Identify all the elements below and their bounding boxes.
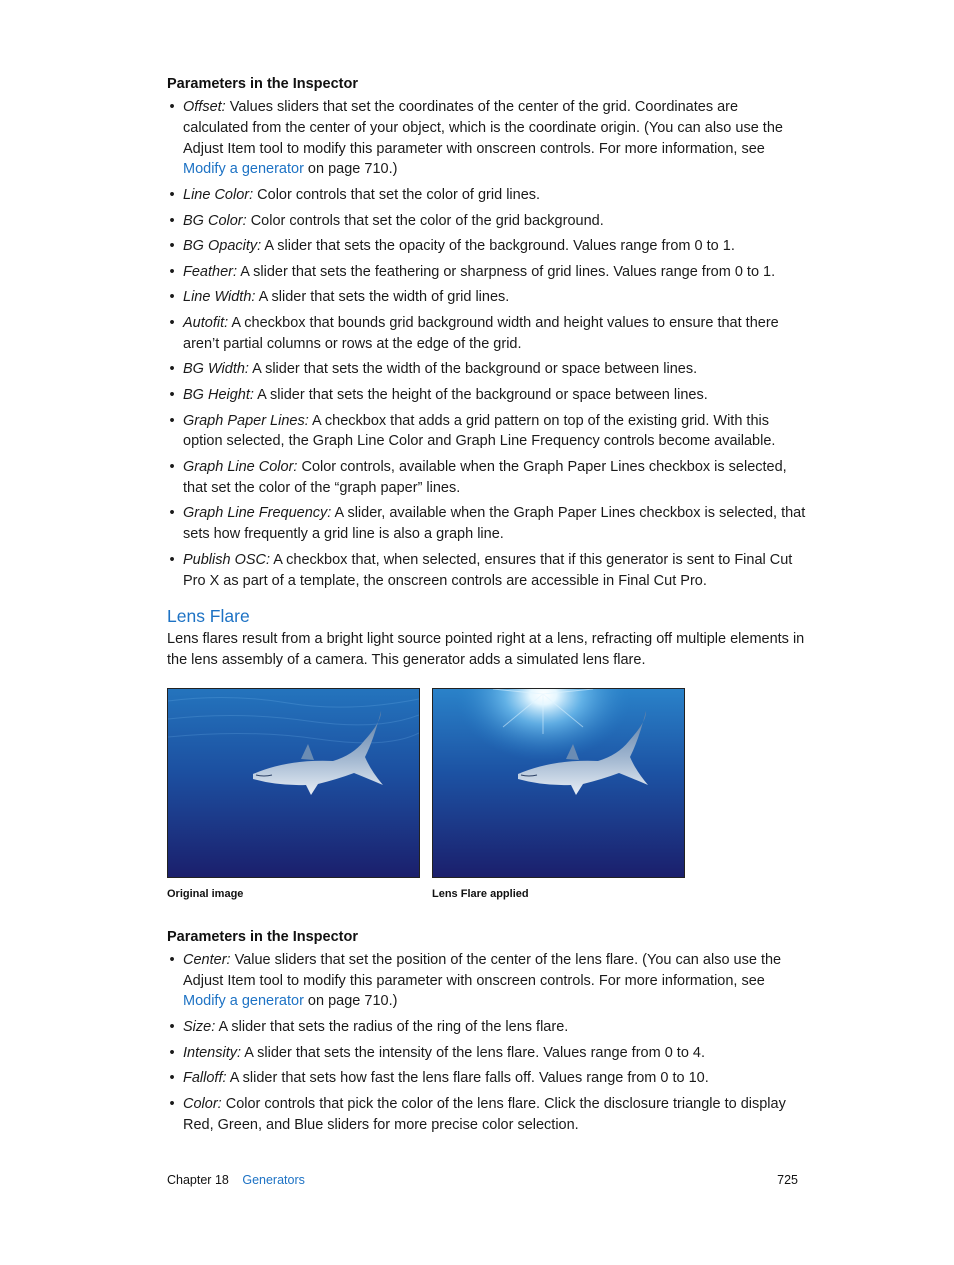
param-item (167, 185, 807, 206)
param-item (167, 950, 807, 1012)
bullet-icon: • (169, 505, 175, 522)
footer-section-link[interactable]: Generators (242, 1173, 305, 1187)
bullet-icon: • (169, 238, 175, 255)
param-item (167, 1094, 807, 1136)
param-term: BG Color: (183, 212, 247, 229)
page-footer (167, 1173, 798, 1187)
param-item (167, 457, 807, 499)
bullet-icon: • (169, 1095, 175, 1112)
lens-params-heading: Parameters in the Inspector (167, 928, 358, 945)
param-item (167, 1017, 807, 1038)
param-term: Falloff: (183, 1070, 227, 1087)
param-description: on page 710.) (303, 161, 398, 178)
bullet-icon: • (169, 212, 175, 229)
bullet-icon: • (169, 412, 175, 429)
param-term: Line Width: (183, 289, 256, 306)
bullet-icon: • (169, 1019, 175, 1036)
param-term: Autofit: (183, 314, 229, 331)
grid-params-list (167, 97, 807, 591)
param-description: A checkbox that, when selected, ensures that if this generator is sent to Final Cut Pro X as part of a template, the onscreen controls are accessible in Final Cut Pro. (183, 551, 793, 589)
param-description: A checkbox that adds a grid pattern on top of the existing grid. With this option selected, the Graph Line Color and Graph Line Frequency controls become available. (183, 412, 776, 450)
lens-flare-title: Lens Flare (167, 606, 250, 627)
param-description: Color controls that pick the color of the lens flare. Click the disclosure triangle to display Red, Green, and Blue sliders for more precise color selection. (183, 1095, 786, 1133)
bullet-icon: • (169, 551, 175, 568)
param-term: Graph Line Color: (183, 458, 298, 475)
param-term: BG Opacity: (183, 238, 262, 255)
footer-chapter: Chapter 18 (167, 1173, 229, 1187)
param-description: A slider that sets the width of the background or space between lines. (248, 361, 698, 378)
param-term: BG Width: (183, 361, 249, 378)
figure-original (167, 688, 420, 900)
param-item (167, 287, 807, 308)
param-item (167, 385, 807, 406)
param-description: A slider that sets the height of the background or space between lines. (253, 386, 708, 403)
lens-flare-intro: Lens flares result from a bright light source pointed right at a lens, refracting off multiple elements in the lens assembly of a camera. This generator adds a simulated lens flare. (167, 631, 805, 669)
param-description: A slider that sets the intensity of the lens flare. Values range from 0 to 4. (241, 1044, 706, 1061)
bullet-icon: • (169, 1044, 175, 1061)
param-description: A slider that sets how fast the lens flare falls off. Values range from 0 to 10. (226, 1070, 709, 1087)
param-item (167, 262, 807, 283)
bullet-icon: • (169, 263, 175, 280)
figure-row (167, 688, 807, 910)
bullet-icon: • (169, 1070, 175, 1087)
bullet-icon: • (169, 386, 175, 403)
param-term: Feather: (183, 263, 237, 280)
param-item (167, 411, 807, 453)
param-item (167, 236, 807, 257)
bullet-icon: • (169, 951, 175, 968)
param-term: Intensity: (183, 1044, 242, 1061)
param-term: BG Height: (183, 386, 254, 403)
bullet-icon: • (169, 361, 175, 378)
bullet-icon: • (169, 99, 175, 115)
param-description: A slider that sets the radius of the ring of the lens flare. (215, 1019, 569, 1036)
param-term: Size: (183, 1019, 216, 1036)
modify-generator-link[interactable]: Modify a generator (183, 161, 304, 178)
modify-generator-link[interactable]: Modify a generator (183, 993, 304, 1010)
param-description: A checkbox that bounds grid background width and height values to ensure that there aren’t partial columns or rows at the edge of the grid. (183, 314, 779, 352)
lens-flare-image (432, 688, 685, 878)
param-description: A slider, available when the Graph Paper Lines checkbox is selected, that sets how frequently a grid line is also a graph line. (183, 505, 806, 543)
param-description: Values sliders that set the coordinates of the center of the grid. Coordinates are calculated from the center of your object, which is the coordinate origin. (You can also use the Adjust Item tool to modify this parameter with onscreen controls. For more information, see (183, 99, 783, 157)
figure-applied (432, 688, 685, 900)
bullet-icon: • (169, 458, 175, 475)
param-term: Line Color: (183, 186, 254, 203)
param-item (167, 313, 807, 355)
original-image (167, 688, 420, 878)
param-term: Graph Line Frequency: (183, 505, 332, 522)
lens-params-list (167, 950, 807, 1136)
param-item (167, 211, 807, 232)
param-item (167, 1068, 807, 1089)
param-description: A slider that sets the feathering or sharpness of grid lines. Values range from 0 to 1. (237, 263, 776, 280)
param-description: Color controls, available when the Graph Paper Lines checkbox is selected, that set the color of the “graph paper” lines. (183, 458, 787, 496)
param-item (167, 1043, 807, 1064)
caption-applied: Lens Flare applied (432, 887, 529, 900)
param-item (167, 359, 807, 380)
caption-original: Original image (167, 887, 244, 900)
param-term: Graph Paper Lines: (183, 412, 309, 429)
param-description: A slider that sets the width of grid lines. (255, 289, 510, 306)
param-item (167, 550, 807, 592)
param-description: on page 710.) (303, 993, 398, 1010)
bullet-icon: • (169, 314, 175, 331)
grid-params-heading: Parameters in the Inspector (167, 76, 358, 92)
page-content (167, 74, 807, 1140)
param-term: Offset: (183, 99, 226, 115)
param-term: Center: (183, 951, 231, 968)
bullet-icon: • (169, 289, 175, 306)
param-description: A slider that sets the opacity of the background. Values range from 0 to 1. (261, 238, 735, 255)
bullet-icon: • (169, 186, 175, 203)
param-term: Color: (183, 1095, 222, 1112)
param-description: Color controls that set the color of the grid background. (246, 212, 604, 229)
param-description: Value sliders that set the position of the center of the lens flare. (You can also use the Adjust Item tool to modify this parameter with onscreen controls. For more information, see (183, 951, 782, 989)
param-description: Color controls that set the color of grid lines. (253, 186, 541, 203)
param-term: Publish OSC: (183, 551, 271, 568)
param-item (167, 97, 807, 180)
param-item (167, 503, 807, 545)
page-number: 725 (777, 1173, 798, 1187)
